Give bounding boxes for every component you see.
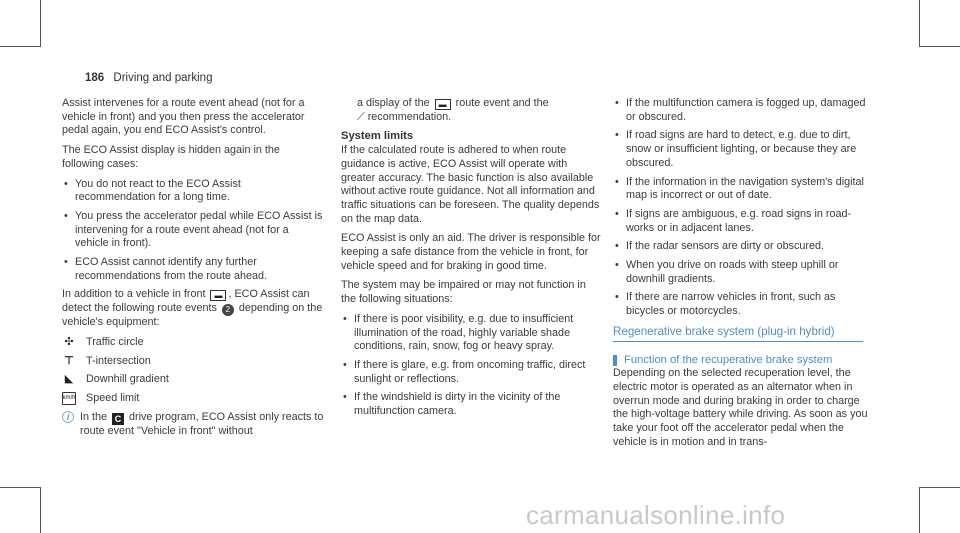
list-item: km/h Speed limit bbox=[62, 391, 140, 404]
subsection-heading: Function of the recuperative brake system bbox=[613, 354, 875, 368]
callout-number: 2 bbox=[222, 304, 234, 316]
list-item: • If the information in the navigation system's digital map is incorrect or out of date. bbox=[615, 175, 864, 202]
paragraph: The ECO Assist display is hidden again in the following cases: bbox=[62, 144, 280, 170]
list-item: • If signs are ambiguous, e.g. road signs in road-works or in adjacent lanes. bbox=[615, 207, 852, 234]
list-item: ⊤ T-intersection bbox=[62, 355, 324, 369]
traffic-circle-icon: ✣ bbox=[64, 335, 74, 348]
paragraph: ECO Assist is only an aid. The driver is responsible for keeping a safe distance from the vehicle in front, for vehicle speed and for braking in good time. bbox=[341, 232, 601, 272]
speed-limit-icon: km/h bbox=[62, 392, 76, 405]
paragraph: In addition to a vehicle in front ▬ , ECO Assist can detect the following route events 2 depending on the vehicle's equipment: bbox=[62, 288, 323, 329]
list-item: ✣ Traffic circle bbox=[62, 336, 324, 350]
list-item: • If road signs are hard to detect, e.g. due to dirt, snow or insufficient lighting, or because they are obscured. bbox=[615, 129, 857, 169]
info-icon: i bbox=[62, 411, 74, 423]
list-item: • If the multifunction camera is fogged up, damaged or obscured. bbox=[615, 97, 866, 123]
paragraph: Assist intervenes for a route event ahead (not for a vehicle in front) and you then press the accelerator pedal again, you end ECO Assist's control. bbox=[62, 97, 305, 137]
vehicle-in-front-icon: ▬ bbox=[435, 99, 451, 110]
downhill-gradient-icon: ◣ bbox=[64, 373, 74, 386]
section-heading: Regenerative brake system (plug-in hybrid) bbox=[613, 325, 863, 342]
list-item: • ECO Assist cannot identify any further recommendations from the route ahead. bbox=[64, 256, 268, 282]
comfort-program-icon: C bbox=[112, 413, 124, 425]
column-3 bbox=[613, 97, 875, 455]
info-note: i In the C drive program, ECO Assist only reacts to route event "Vehicle in front" without bbox=[62, 411, 324, 439]
crop-mark bbox=[919, 487, 960, 488]
section-title: Driving and parking bbox=[113, 72, 213, 84]
paragraph: If the calculated route is adhered to when route guidance is active, ECO Assist will operate with greater accuracy. The basic function is also available without active route guidance. Not all information and traffic situations can be foreseen. The quality depends on the map data. bbox=[341, 144, 600, 225]
crop-mark bbox=[919, 487, 920, 533]
crop-mark bbox=[919, 0, 920, 46]
column-2 bbox=[341, 97, 603, 424]
page-header bbox=[85, 72, 212, 84]
crop-mark bbox=[0, 487, 41, 488]
list-item: • When you drive on roads with steep uphill or downhill gradients. bbox=[615, 259, 839, 285]
page-number: 186 bbox=[85, 72, 105, 84]
list-item: • If there are narrow vehicles in front, such as bicycles or motorcycles. bbox=[615, 291, 836, 318]
list-item: ◣ Downhill gradient bbox=[62, 373, 324, 387]
subheading: System limits bbox=[341, 130, 414, 143]
list-item: • If the windshield is dirty in the vicinity of the multifunction camera. bbox=[343, 391, 561, 418]
paragraph: Depending on the selected recuperation level, the electric motor is operated as an alternator when in overrun mode and during braking in order to charge the high-voltage battery while driving. As soon as you take your foot off the accelerator pedal when the vehicle is in motion and in trans- bbox=[613, 367, 868, 448]
crop-mark bbox=[40, 0, 41, 46]
column-1 bbox=[62, 97, 324, 438]
paragraph: The system may be impaired or may not function in the following situations: bbox=[341, 279, 586, 306]
list-item: • You press the accelerator pedal while ECO Assist is intervening for a route event ahead (not for a vehicle in front). bbox=[64, 209, 323, 250]
list-item: • If there is glare, e.g. from oncoming traffic, direct sunlight or reflections. bbox=[343, 358, 586, 385]
list-item: • If the radar sensors are dirty or obscured. bbox=[615, 240, 825, 253]
vehicle-in-front-icon: ▬ bbox=[210, 290, 226, 301]
list-item: • If there is poor visibility, e.g. due to insufficient illumination of the road, highly variable shade conditions, rain, snow, fog or heavy spray. bbox=[343, 312, 574, 353]
paragraph: a display of the ▬ route event and the ⟋ recommendation. bbox=[357, 97, 549, 123]
crop-mark bbox=[919, 46, 960, 47]
crop-mark bbox=[40, 487, 41, 533]
recommendation-icon: ⟋ bbox=[357, 110, 365, 123]
t-intersection-icon: ⊤ bbox=[64, 354, 74, 367]
list-item: • You do not react to the ECO Assist recommendation for a long time. bbox=[64, 177, 241, 204]
crop-mark bbox=[0, 46, 41, 47]
watermark: carmanualsonline.info bbox=[526, 500, 786, 530]
